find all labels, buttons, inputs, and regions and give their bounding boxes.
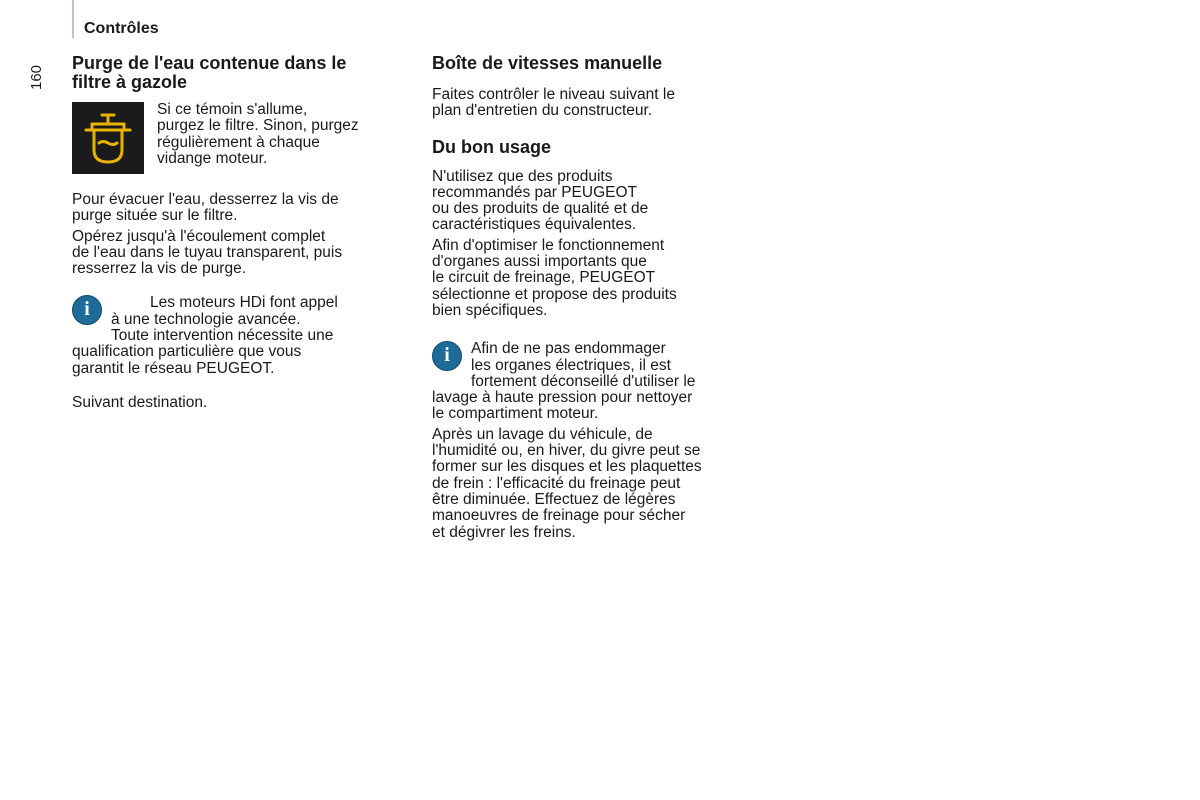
usage-paragraph-2: Afin d'optimiser le fonctionnement d'organes aussi importants que le circuit de freinage, PEUGEOT sélectionne et propose des produits bien spécifiques. xyxy=(432,236,677,319)
warning-text: Si ce témoin s'allume, purgez le filtre. Sinon, purgez régulièrement à chaque vidange moteur. xyxy=(157,101,359,167)
usage-title: Du bon usage xyxy=(432,136,552,157)
washing-info-block: i Afin de ne pas endommager les organes électriques, il est fortement déconseillé d'utiliser le lavage à haute pression pour nettoyer le compartiment moteur. xyxy=(432,340,696,423)
usage-paragraph-1: N'utilisez que des produits recommandés par PEUGEOT ou des produits de qualité et de caractéristiques équivalentes. xyxy=(432,167,649,234)
destination-footnote: Suivant destination. xyxy=(72,393,208,411)
info-icon: i xyxy=(432,341,462,371)
flow-paragraph: Opérez jusqu'à l'écoulement complet de l'eau dans le tuyau transparent, puis resserrez la vis de purge. xyxy=(72,227,343,278)
evacuate-paragraph: Pour évacuer l'eau, desserrez la vis de purge située sur le filtre. xyxy=(72,191,339,225)
filter-purge-title: Purge de l'eau contenue dans le filtre à gazole xyxy=(72,53,347,92)
gearbox-title: Boîte de vitesses manuelle xyxy=(432,53,663,73)
side-rule xyxy=(72,0,74,38)
right-column xyxy=(432,54,772,541)
section-label: Contrôles xyxy=(84,20,159,37)
washing-paragraph: Après un lavage du véhicule, de l'humidité ou, en hiver, du givre peut se former sur les disques et les plaquettes de frein : l'efficacité du freinage peut être diminuée. Effectuez de légères manoeuvres de freinage pour sécher et dégivrer les freins. xyxy=(432,425,702,541)
hdi-info-block: i Les moteurs HDi font appel à une technologie avancée. Toute intervention nécessite une qualification particulière que vous garantit le réseau PEUGEOT. xyxy=(72,294,338,377)
info-icon: i xyxy=(72,295,102,325)
diesel-filter-water-icon xyxy=(72,102,144,174)
gearbox-paragraph: Faites contrôler le niveau suivant le plan d'entretien du constructeur. xyxy=(432,86,675,120)
left-column xyxy=(72,54,412,411)
warning-block xyxy=(72,102,412,178)
page-number: 160 xyxy=(28,64,45,90)
